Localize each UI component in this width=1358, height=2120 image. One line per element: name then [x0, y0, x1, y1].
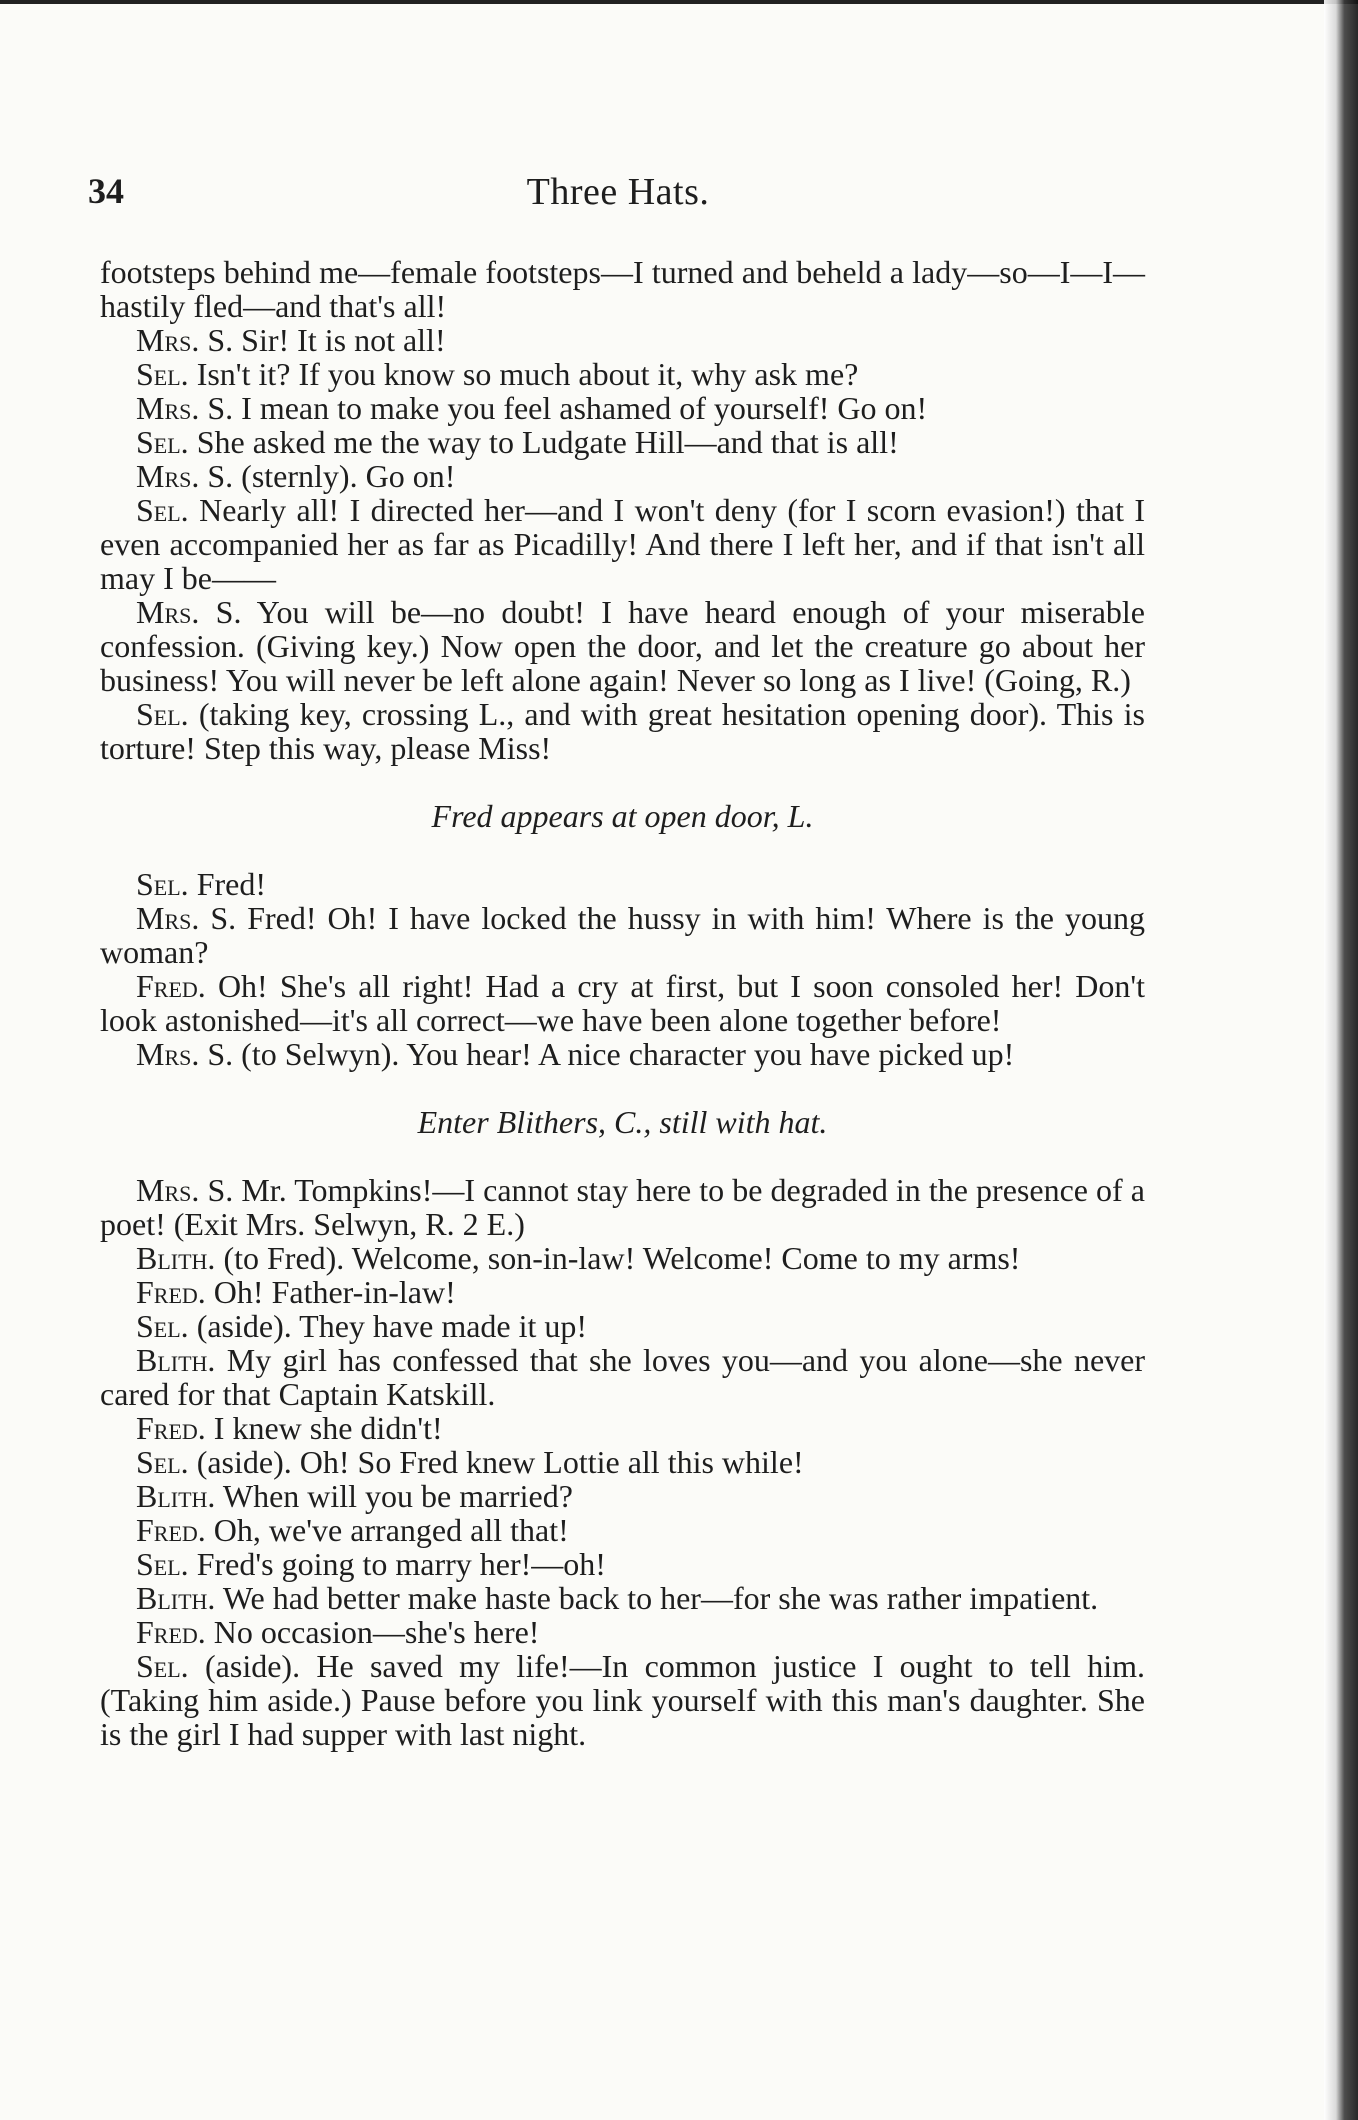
- speaker-name: Fred.: [136, 1274, 206, 1310]
- speaker-name: Sel.: [136, 1308, 189, 1344]
- line-text: We had better make haste back to her—for she was rather impatient.: [222, 1580, 1099, 1616]
- dialogue-line: [100, 867, 1145, 901]
- dialogue-line: [100, 255, 1145, 323]
- dialogue-line: [100, 1615, 1145, 1649]
- dialogue-line: [100, 357, 1145, 391]
- line-text: Oh! She's all right! Had a cry at first, but I soon consoled her! Don't look astonished—it's all correct—we have been alone together before!: [100, 968, 1146, 1038]
- speaker-name: Mrs. S.: [136, 900, 237, 936]
- speaker-name: Mrs. S.: [136, 594, 242, 630]
- speaker-name: Sel.: [136, 424, 189, 460]
- line-text: (sternly). Go on!: [241, 458, 456, 494]
- line-text: When will you be married?: [222, 1478, 573, 1514]
- line-text: Fred! Oh! I have locked the hussy in with him! Where is the young woman?: [100, 900, 1146, 970]
- line-text: Oh, we've arranged all that!: [213, 1512, 569, 1548]
- line-text: footsteps behind me—female footsteps—I turned and beheld a lady—so—I—I—hastily fled—and that's all!: [100, 254, 1145, 324]
- dialogue-line: [100, 1173, 1145, 1241]
- dialogue-line: [100, 1037, 1145, 1071]
- line-text: I mean to make you feel ashamed of yourself! Go on!: [241, 390, 928, 426]
- stage-direction-text: Enter Blithers, C., still with hat.: [417, 1104, 828, 1140]
- dialogue-line: [100, 697, 1145, 765]
- speaker-name: Fred.: [136, 1614, 206, 1650]
- dialogue-line: [100, 391, 1145, 425]
- speaker-name: Fred.: [136, 1512, 206, 1548]
- stage-direction-text: Fred appears at open door, L.: [431, 798, 814, 834]
- speaker-name: Mrs. S.: [136, 390, 234, 426]
- line-text: (aside). He saved my life!—In common justice I ought to tell him. (Taking him aside.) Pause before you link yourself with this man's daughter. She is the girl I had supper with last night.: [100, 1648, 1146, 1752]
- speaker-name: Sel.: [136, 1444, 189, 1480]
- line-text: Isn't it? If you know so much about it, why ask me?: [196, 356, 859, 392]
- speaker-name: Blith.: [136, 1580, 216, 1616]
- speaker-name: Mrs. S.: [136, 458, 234, 494]
- dialogue-line: [100, 969, 1145, 1037]
- dialogue-line: [100, 1479, 1145, 1513]
- speaker-name: Sel.: [136, 1546, 189, 1582]
- line-text: Sir! It is not all!: [241, 322, 446, 358]
- line-text: No occasion—she's here!: [213, 1614, 540, 1650]
- line-text: You will be—no doubt! I have heard enough of your miserable confession. (Giving key.) Now open the door, and let the creature go about her business! You will never be left alone again! Never so long as I live! (Going, R.): [100, 594, 1146, 698]
- dialogue-line: [100, 493, 1145, 595]
- dialogue-line: [100, 1309, 1145, 1343]
- speaker-name: Mrs. S.: [136, 1172, 234, 1208]
- speaker-name: Blith.: [136, 1240, 216, 1276]
- page-number: 34: [88, 171, 124, 211]
- speaker-name: Sel.: [136, 492, 189, 528]
- speaker-name: Blith.: [136, 1342, 216, 1378]
- dialogue-line: [100, 323, 1145, 357]
- dialogue-line: [100, 1241, 1145, 1275]
- running-title: Three Hats.: [526, 171, 710, 213]
- line-text: (taking key, crossing L., and with great hesitation opening door). This is torture! Step this way, please Miss!: [100, 696, 1146, 766]
- line-text: I knew she didn't!: [213, 1410, 443, 1446]
- dialogue-line: [100, 1411, 1145, 1445]
- stage-direction: [100, 799, 1145, 833]
- dialogue-line: [100, 1649, 1145, 1751]
- dialogue-line: [100, 1581, 1145, 1615]
- line-text: My girl has confessed that she loves you—and you alone—she never cared for that Captain Katskill.: [100, 1342, 1145, 1412]
- line-text: She asked me the way to Ludgate Hill—and that is all!: [196, 424, 899, 460]
- line-text: Fred's going to marry her!—oh!: [196, 1546, 606, 1582]
- dialogue-line: [100, 595, 1145, 697]
- line-text: Nearly all! I directed her—and I won't deny (for I scorn evasion!) that I even accompanied her as far as Picadilly! And there I left her, and if that isn't all may I be——: [100, 492, 1146, 596]
- line-text: Mr. Tompkins!—I cannot stay here to be degraded in the presence of a poet! (Exit Mrs. Selwyn, R. 2 E.): [100, 1172, 1146, 1242]
- speaker-name: Fred.: [136, 968, 206, 1004]
- line-text: (aside). Oh! So Fred knew Lottie all this while!: [196, 1444, 804, 1480]
- dialogue-line: [100, 425, 1145, 459]
- dialogue-line: [100, 1547, 1145, 1581]
- line-text: (to Selwyn). You hear! A nice character you have picked up!: [241, 1036, 1015, 1072]
- line-text: Fred!: [196, 866, 266, 902]
- page-header: [88, 170, 1148, 230]
- top-rule: [0, 0, 1358, 4]
- page-binding-edge: [1324, 0, 1358, 2120]
- line-text: (to Fred). Welcome, son-in-law! Welcome! Come to my arms!: [223, 1240, 1021, 1276]
- speaker-name: Mrs. S.: [136, 1036, 234, 1072]
- dialogue-line: [100, 1343, 1145, 1411]
- stage-direction: [100, 1105, 1145, 1139]
- line-text: Oh! Father-in-law!: [213, 1274, 456, 1310]
- line-text: (aside). They have made it up!: [196, 1308, 588, 1344]
- play-text: [100, 255, 1145, 1751]
- speaker-name: Blith.: [136, 1478, 216, 1514]
- speaker-name: Mrs. S.: [136, 322, 234, 358]
- dialogue-line: [100, 1275, 1145, 1309]
- speaker-name: Fred.: [136, 1410, 206, 1446]
- speaker-name: Sel.: [136, 356, 189, 392]
- speaker-name: Sel.: [136, 696, 189, 732]
- speaker-name: Sel.: [136, 866, 189, 902]
- dialogue-line: [100, 901, 1145, 969]
- dialogue-line: [100, 1445, 1145, 1479]
- speaker-name: Sel.: [136, 1648, 189, 1684]
- dialogue-line: [100, 459, 1145, 493]
- dialogue-line: [100, 1513, 1145, 1547]
